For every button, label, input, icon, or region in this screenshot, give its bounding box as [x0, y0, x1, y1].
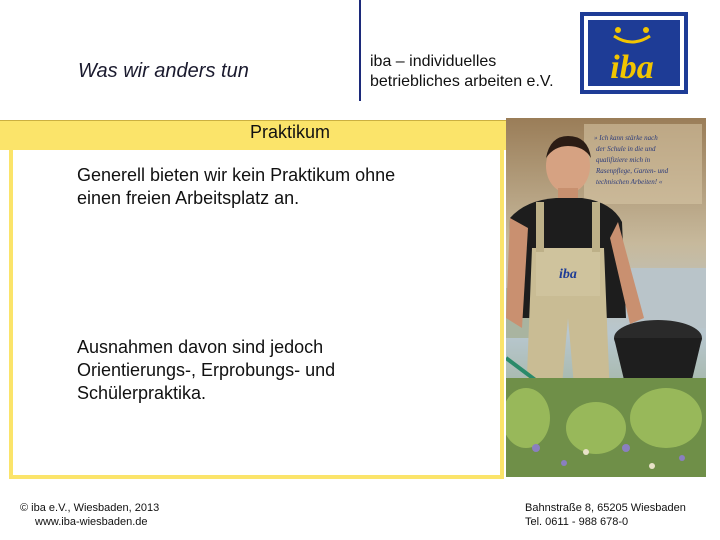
organization-name-line-2: betriebliches arbeiten e.V. [370, 73, 554, 90]
slide-title: Was wir anders tun [78, 60, 249, 82]
paragraph-exceptions [77, 336, 497, 405]
organization-name-line-1: iba – individuelles [370, 53, 497, 70]
quote-line-3: qualifiziere mich in [596, 156, 651, 164]
footer-copyright-line: © iba e.V., Wiesbaden, 2013 [20, 502, 160, 514]
paragraph-general-line-1: Generell bieten wir kein Praktikum ohne [77, 165, 396, 185]
paragraph-exceptions-line-3: Schülerpraktika. [77, 383, 207, 403]
header-divider [359, 0, 361, 101]
logo-text: iba [610, 49, 654, 86]
photo-gardener [506, 118, 706, 477]
section-title: Praktikum [249, 122, 330, 142]
paragraph-general [77, 164, 497, 210]
paragraph-general-line-2: einen freien Arbeitsplatz an. [77, 188, 300, 208]
quote-line-4: Rasenpflege, Garten- und [596, 167, 669, 175]
bib-logo-text: iba [559, 267, 577, 282]
footer-website-link[interactable]: www.iba-wiesbaden.de [35, 516, 148, 528]
iba-logo [580, 12, 688, 94]
quote-line-5: technischen Arbeiten! « [596, 178, 663, 186]
photo-illustration [506, 118, 706, 477]
footer-phone: Tel. 0611 - 988 678-0 [525, 516, 629, 528]
iba-logo-graphic [580, 12, 688, 94]
quote-line-2: der Schule in die und [596, 145, 656, 153]
paragraph-exceptions-line-1: Ausnahmen davon sind jedoch [77, 337, 324, 357]
footer-contact [525, 501, 686, 529]
organization-name [370, 52, 554, 92]
footer-address: Bahnstraße 8, 65205 Wiesbaden [525, 502, 686, 514]
paragraph-exceptions-line-2: Orientierungs-, Erprobungs- und [77, 360, 336, 380]
quote-line-1: » Ich kann stärke nach [594, 134, 658, 142]
footer-copyright [20, 501, 159, 529]
